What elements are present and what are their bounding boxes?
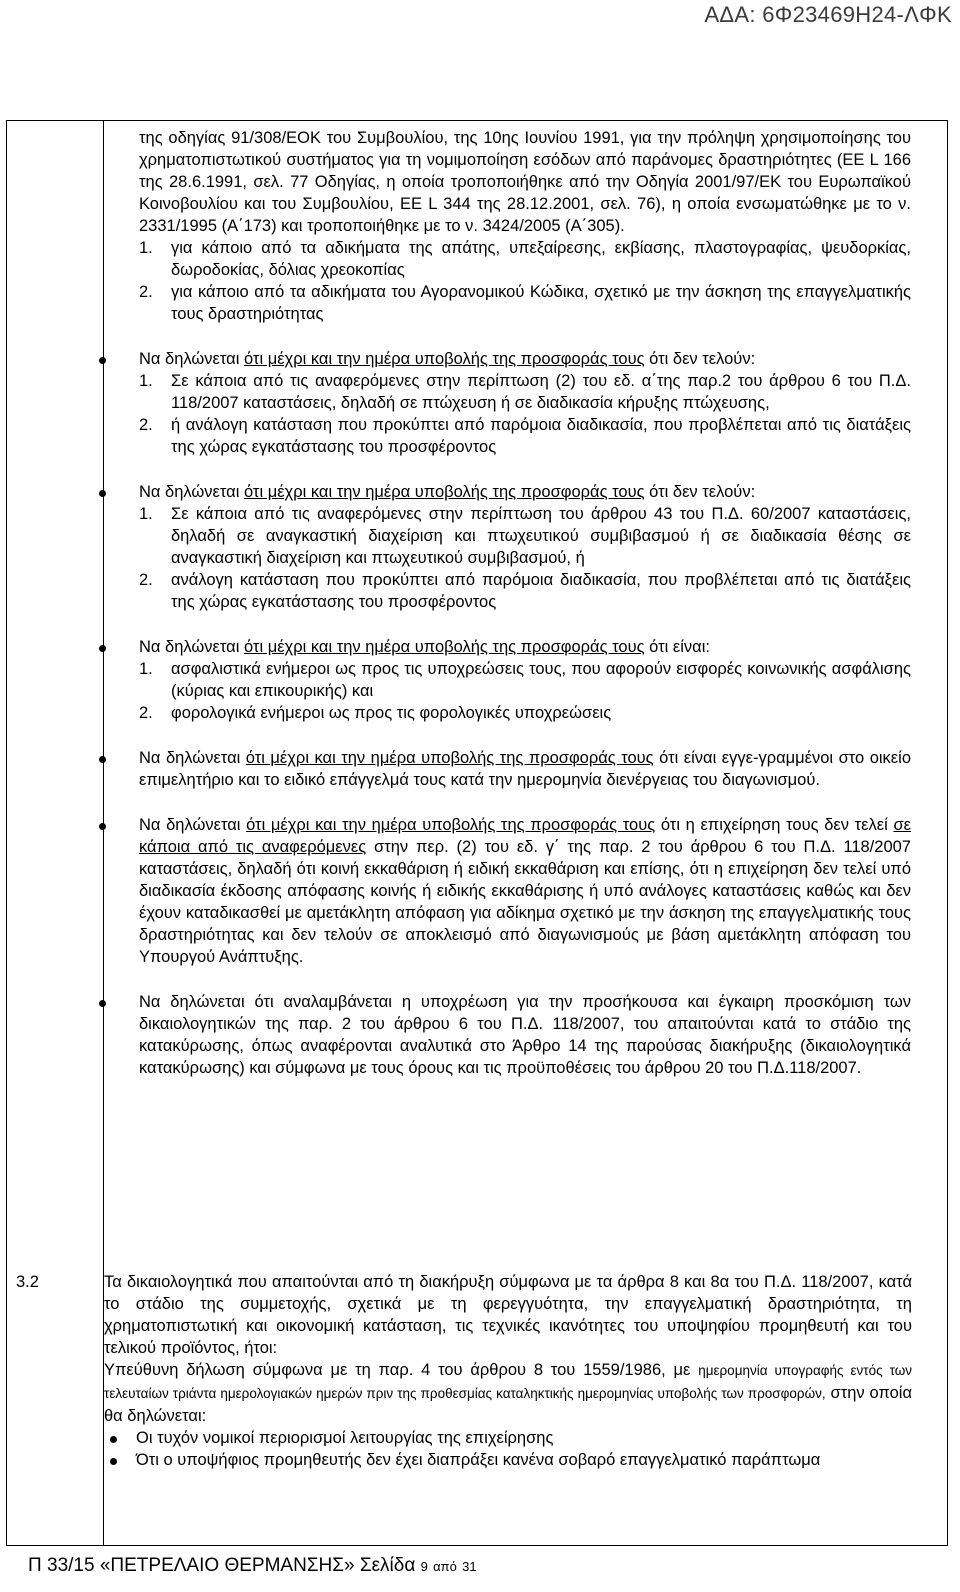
section-body — [104, 1271, 912, 1471]
bullet-icon — [99, 756, 106, 763]
bullet-icon — [99, 490, 106, 497]
sub-bullet — [104, 1427, 912, 1449]
section-sub-bullets — [104, 1427, 912, 1471]
bullet-text: Να δηλώνεται ότι μέχρι και την ημέρα υποβολής της προσφοράς τους ότι είναι εγγε-γραμμένοι στο οικείο επιμελητήριο και το ειδικό επάγγελμά τους κατά την ημερομηνία διενέργειας του διαγωνισμού. — [139, 749, 911, 789]
bullet-icon — [99, 357, 106, 364]
item-number: 2. — [139, 283, 153, 301]
footer-page-number: 9 — [420, 1559, 428, 1574]
section-number: 3.2 — [16, 1273, 39, 1291]
item-number: 2. — [139, 704, 153, 722]
item-number: 1. — [139, 372, 153, 390]
bullet-item — [139, 370, 911, 414]
item-text: ανάλογη κατάσταση που προκύπτει από παρόμοια διαδικασία, που προβλέπεται από τις διατάξεις της χώρας εγκατάστασης του προσφέροντος — [171, 571, 911, 611]
item-number: 2. — [139, 416, 153, 434]
bullet-obligation — [139, 991, 911, 1079]
bullet-icon — [99, 1000, 106, 1007]
bullet-heading: Να δηλώνεται ότι μέχρι και την ημέρα υποβολής της προσφοράς τους ότι είναι: — [139, 638, 710, 656]
bullet-item — [139, 702, 911, 724]
page-footer — [28, 1555, 477, 1577]
item-number: 1. — [139, 239, 153, 257]
bullet-liquidation — [139, 814, 911, 968]
item-text: Σε κάποια από τις αναφερόμενες στην περίπτωση του άρθρου 43 του Π.Δ. 60/2007 καταστάσεις, δηλαδή σε αναγκαστική διαχείριση και πτωχευτικού συμβιβασμού ή σε διαδικασία θέσης σε αναγκαστική διαχείριση και πτωχευτικού συμβιβασμού, ή — [171, 505, 911, 567]
item-text: για κάποιο από τα αδικήματα του Αγορανομικού Κώδικα, σχετικό με την άσκηση της επαγγελματικής τους δραστηριότητας — [171, 283, 911, 323]
bullet-item — [139, 414, 911, 458]
item-number: 1. — [139, 660, 153, 678]
item-text: για κάποιο από τα αδικήματα της απάτης, υπεξαίρεσης, εκβίασης, πλαστογραφίας, ψευδορκίας, δωροδοκίας, δόλιας χρεοκοπίας — [171, 239, 911, 279]
sub-bullet — [104, 1449, 912, 1471]
bullet-bankruptcy — [139, 348, 911, 458]
item-text: ή ανάλογη κατάσταση που προκύπτει από παρόμοια διαδικασία, που προβλέπεται από τις διατάξεις της χώρας εγκατάστασης του προσφέροντος — [171, 416, 911, 456]
bullet-text: Να δηλώνεται ότι αναλαμβάνεται η υποχρέωση για την προσήκουσα και έγκαιρη προσκόμιση των δικαιολογητικών της παρ. 2 του άρθρου 6 του Π.Δ. 118/2007, του απαιτούνται κατά το στάδιο της κατακύρωσης, όπως αναφέρονται αναλυτικά στο Άρθρο 14 της παρούσας διακήρυξης (δικαιολογητικά κατακύρωσης) και σύμφωνα με τους όρους και τις προϋποθέσεις του άρθρου 20 του Π.Δ.118/2007. — [139, 993, 911, 1077]
item-text: Σε κάποια από τις αναφερόμενες στην περίπτωση (2) του εδ. α΄της παρ.2 του άρθρου 6 του Π.Δ. 118/2007 καταστάσεις, δηλαδή σε πτώχευση ή σε διαδικασία κήρυξης πτώχευσης, — [171, 372, 911, 412]
section-text: Τα δικαιολογητικά που απαιτούνται από τη διακήρυξη σύμφωνα με τα άρθρα 8 και 8α του Π.Δ. 118/2007, κατά το στάδιο της συμμετοχής, σχετικά με τη φερεγγυότητα, την επαγγελματική δραστηριότητα, τη χρηματοπιστωτική και οικονομική κατάσταση, τις τεχνικές ικανότητες του υποψηφίου προμηθευτή και του τελικού προϊόντος, ήτοι: — [104, 1273, 912, 1357]
bullet-item — [139, 569, 911, 613]
item-text: φορολογικά ενήμεροι ως προς τις φορολογικές υποχρεώσεις — [171, 704, 612, 722]
intro-item-2 — [139, 281, 911, 325]
bullet-icon — [99, 823, 106, 830]
intro-paragraph: της οδηγίας 91/308/ΕΟΚ του Συμβουλίου, της 10ης Ιουνίου 1991, για την πρόληψη χρησιμοποίησης του χρηματοπιστωτικού συστήματος για τη νομιμοποίηση εσόδων από παράνομες δραστηριότητες (ΕΕ L 166 της 28.6.1991, σελ. 77 Οδηγίας, η οποία τροποποιήθηκε από την Οδηγία 2001/97/ΕΚ του Ευρωπαϊκού Κοινοβουλίου και του Συμβουλίου, ΕΕ L 344 της 28.12.2001, σελ. 76), η οποία ενσωματώθηκε με το ν. 2331/1995 (Α΄173) και τροποποιήθηκε με το ν. 3424/2005 (Α΄305). — [139, 129, 911, 235]
footer-title: Π 33/15 «ΠΕΤΡΕΛΑΙΟ ΘΕΡΜΑΝΣΗΣ» Σελίδα — [28, 1555, 416, 1576]
bullet-registration — [139, 747, 911, 791]
bullet-icon — [99, 645, 106, 652]
footer-of: από — [433, 1559, 457, 1574]
item-number: 2. — [139, 571, 153, 589]
ada-watermark: ΑΔΑ: 6Φ23469Η24-ΛΦΚ — [704, 2, 952, 27]
bullet-administration — [139, 481, 911, 613]
bullet-text: Να δηλώνεται ότι μέχρι και την ημέρα υποβολής της προσφοράς τους ότι η επιχείρηση τους δεν τελεί σε κάποια από τις αναφερόμενες στην περ. (2) του εδ. γ΄ της παρ. 2 του άρθρου 6 του Π.Δ. 118/2007 καταστάσεις, δηλαδή ότι κοινή εκκαθάριση ή ειδική εκκαθάριση και επίσης, ότι η επιχείρηση δεν τελεί υπό διαδικασία έκδοσης απόφασης κοινής ή ειδικής εκκαθάρισης ή υπό ανάλογες καταστάσεις καθώς και δεν έχουν καταδικασθεί με αμετάκλητη απόφαση για αδίκημα σχετικό με την άσκηση της επαγγελματικής τους δραστηριότητας και δεν τελούν σε αποκλεισμό από διαγωνισμούς με βάση αμετάκλητη απόφαση του Υπουργού Ανάπτυξης. — [139, 816, 911, 966]
intro-item-1 — [139, 237, 911, 281]
sub-bullet-text: Οι τυχόν νομικοί περιορισμοί λειτουργίας της επιχείρησης — [136, 1429, 554, 1447]
bullet-icon — [110, 1458, 117, 1465]
bullet-heading: Να δηλώνεται ότι μέχρι και την ημέρα υποβολής της προσφοράς τους ότι δεν τελούν: — [139, 483, 756, 501]
sub-bullet-text: Ότι ο υποψήφιος προμηθευτής δεν έχει διαπράξει κανένα σοβαρό επαγγελματικό παράπτωμα — [136, 1451, 821, 1469]
item-text: ασφαλιστικά ενήμεροι ως προς τις υποχρεώσεις τους, που αφορούν εισφορές κοινωνικής ασφάλισης (κύριας και επικουρικής) και — [171, 660, 911, 700]
bullet-compliance — [139, 636, 911, 724]
bullet-item — [139, 503, 911, 569]
main-content — [139, 127, 911, 1079]
item-number: 1. — [139, 505, 153, 523]
bullet-icon — [110, 1436, 117, 1443]
footer-total-pages: 31 — [462, 1559, 477, 1574]
section-declaration: Υπεύθυνη δήλωση σύμφωνα με τη παρ. 4 του άρθρου 8 του 1559/1986, με ημερομηνία υπογραφής εντός των τελευταίων τριάντα ημερολογιακών ημερών πριν της προθεσμίας καταληκτικής ημερομηνίας υποβολής των προσφορών, στην οποία θα δηλώνεται: — [104, 1361, 913, 1425]
bullet-item — [139, 658, 911, 702]
bullet-heading: Να δηλώνεται ότι μέχρι και την ημέρα υποβολής της προσφοράς τους ότι δεν τελούν: — [139, 350, 756, 368]
